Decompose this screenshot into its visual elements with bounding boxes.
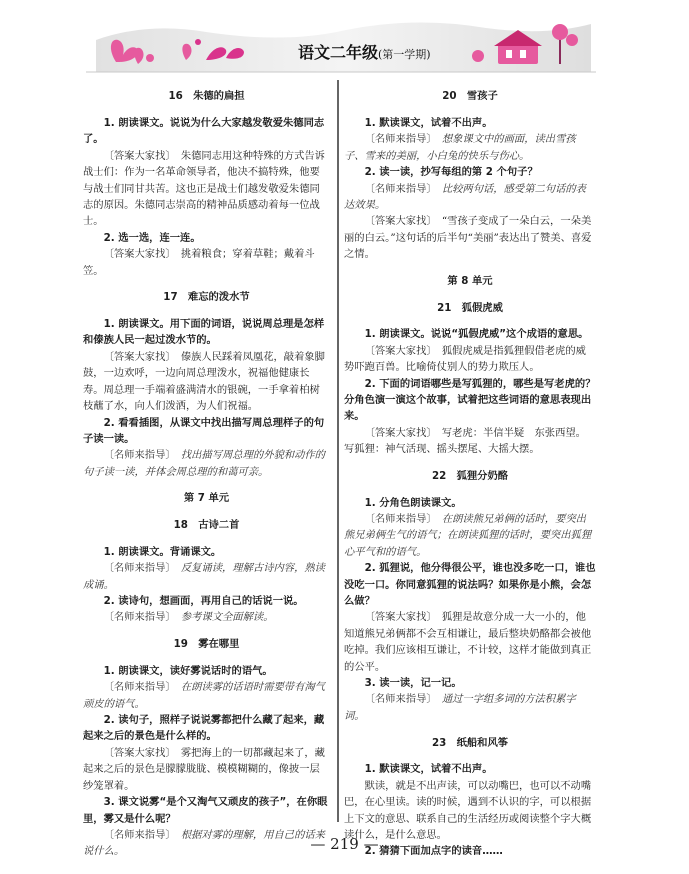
guidance-tag: 〔名师来指导〕 bbox=[103, 681, 171, 694]
question-text: 1. 朗读课文。背诵课文。 bbox=[103, 545, 222, 558]
guidance-tag: 〔名师来指导〕 bbox=[364, 513, 432, 526]
paragraph-body: 朱德同志用这种特殊的方式告诉战士们：作为一名革命领导者，他决不搞特殊，他要与战士们同甘共苦。这也正是战士们越发敬爱朱德同志的原因。朱德同志崇高的精神品质感动着每一位战士。 bbox=[83, 149, 325, 228]
answer-tag: 〔答案大家找〕 bbox=[103, 149, 171, 162]
guidance-paragraph bbox=[344, 181, 596, 214]
guidance-tag: 〔名师来指导〕 bbox=[364, 182, 432, 195]
section-heading: 第 8 单元 bbox=[447, 274, 493, 287]
guidance-paragraph bbox=[83, 609, 330, 625]
question-text: 2. 读一读，抄写每组的第 2 个句子？ bbox=[364, 166, 538, 179]
answer-paragraph bbox=[83, 246, 330, 279]
answer-paragraph bbox=[344, 213, 596, 262]
answer-tag: 〔答案大家找〕 bbox=[364, 344, 432, 357]
answer-tag: 〔答案大家找〕 bbox=[103, 350, 171, 363]
paragraph-body: 反复诵读，理解古诗内容，熟读成诵。 bbox=[83, 562, 325, 591]
answer-tag: 〔答案大家找〕 bbox=[364, 215, 432, 228]
paragraph-body: 根据对雾的理解，用自己的话来说什么。 bbox=[83, 828, 325, 858]
guidance-tag: 〔名师来指导〕 bbox=[364, 133, 432, 146]
paragraph-body: 通过一字组多词的方法积累字词。 bbox=[344, 693, 576, 722]
paragraph-body: 挑着粮食；穿着草鞋；戴着斗笠。 bbox=[83, 248, 315, 277]
page-title: 语文二年级 bbox=[298, 43, 379, 62]
paragraph-body: 在朗读雾的话语时需要带有淘气顽皮的语气。 bbox=[83, 681, 325, 710]
answer-paragraph bbox=[83, 148, 330, 230]
paragraph-body: 狐狸是故意分成一大一小的，他知道熊兄弟俩都不会互相谦让，最后整块奶酪都会被他吃掉。我们应该相互谦让，不计较，这样才能做到真正的公平。 bbox=[344, 611, 592, 673]
answer-tag: 〔答案大家找〕 bbox=[103, 248, 171, 261]
section-heading: 第 7 单元 bbox=[183, 492, 230, 505]
paragraph-body: 参考课文全面解读。 bbox=[180, 611, 274, 624]
paragraph-body: 傣族人民踩着凤凰花，敲着象脚鼓，一边欢呼，一边向周总理泼水，祝福他健康长寿。周总理一手端着盛满清水的银碗，一手拿着柏树枝蘸了水，向人们泼洒，为人们祝福。 bbox=[83, 350, 325, 413]
guidance-paragraph bbox=[344, 691, 596, 724]
answer-tag: 〔答案大家找〕 bbox=[364, 611, 432, 624]
question-text: 2. 狐狸说，他分得很公平，谁也没多吃一口，谁也没吃一口。你同意狐狸的说法吗？如果你是小熊，会怎么做？ bbox=[344, 562, 596, 608]
question-text: 2. 选一选，连一连。 bbox=[103, 231, 201, 244]
question-text: 1. 朗读课文。用下面的词语，说说周总理是怎样和傣族人民一起过泼水节的。 bbox=[83, 318, 325, 347]
answer-paragraph bbox=[344, 778, 596, 844]
paragraph-body: 在朗读熊兄弟俩的话时，要突出熊兄弟俩生气的语气；在朗读狐狸的话时，要突出狐狸心平气和的语气。 bbox=[344, 513, 592, 558]
answer-paragraph bbox=[83, 745, 330, 794]
answer-tag: 〔答案大家找〕 bbox=[364, 426, 432, 439]
guidance-paragraph bbox=[83, 560, 330, 593]
question-text: 1. 朗读课文。说说为什么大家越发敬爱朱德同志了。 bbox=[83, 117, 325, 146]
paragraph-body: 写老虎：半信半疑 东张西望。写狐狸：神气活现、摇头摆尾、大摇大摆。 bbox=[344, 426, 586, 456]
right-column bbox=[344, 78, 596, 860]
section-heading: 23 纸船和风筝 bbox=[431, 736, 509, 749]
guidance-tag: 〔名师来指导〕 bbox=[103, 611, 171, 624]
section-heading: 21 狐假虎威 bbox=[437, 301, 503, 314]
question-text: 2. 下面的词语哪些是写狐狸的，哪些是写老虎的？分角色演一演这个故事，试着把这些词语的意思表现出来。 bbox=[344, 377, 596, 423]
question-text: 2. 看看插图，从课文中找出描写周总理样子的句子读一读。 bbox=[83, 416, 325, 445]
section-heading: 20 雪孩子 bbox=[442, 90, 498, 103]
left-column bbox=[83, 78, 330, 860]
page-subtitle: (第一学期) bbox=[378, 48, 431, 61]
question-text: 3. 读一读，记一记。 bbox=[364, 677, 462, 690]
answer-paragraph bbox=[344, 343, 596, 376]
guidance-tag: 〔名师来指导〕 bbox=[103, 828, 171, 841]
paragraph-body: 雾把海上的一切都藏起来了，藏起来之后的景色是朦朦胧胧、模模糊糊的，像披一层纱笼罩着。 bbox=[83, 746, 325, 792]
question-text: 2. 读句子，照样子说说雾都把什么藏了起来，藏起来之后的景色是什么样的。 bbox=[83, 714, 325, 743]
guidance-paragraph bbox=[83, 447, 330, 480]
page-number: — 219 — bbox=[310, 835, 379, 853]
answer-paragraph bbox=[83, 349, 330, 415]
header-banner bbox=[86, 10, 596, 74]
section-heading: 16 朱德的扁担 bbox=[168, 90, 245, 103]
guidance-tag: 〔名师来指导〕 bbox=[103, 562, 171, 575]
section-heading: 17 难忘的泼水节 bbox=[163, 291, 250, 304]
question-text: 3. 课文说雾“是个又淘气又顽皮的孩子”，在你眼里，雾又是什么呢？ bbox=[83, 796, 328, 825]
section-heading: 22 狐狸分奶酪 bbox=[431, 469, 509, 482]
question-text: 2. 猜猜下面加点字的读音…… bbox=[364, 845, 503, 858]
section-heading: 18 古诗二首 bbox=[173, 519, 240, 532]
question-text: 1. 朗读课文，读好雾说话时的语气。 bbox=[103, 664, 273, 677]
paragraph-body: 默读，就是不出声读，可以动嘴巴，也可以不动嘴巴，在心里读。读的时候，遇到不认识的字，可以根据上下文的意思、联系自己的生活经历或阅读整个字大概读什么，是什么意思。 bbox=[344, 779, 592, 841]
paragraph-body: 找出描写周总理的外貌和动作的句子读一读，并体会周总理的和蔼可亲。 bbox=[83, 449, 325, 478]
question-text: 1. 分角色朗读课文。 bbox=[364, 496, 462, 509]
question-text: 1. 默读课文，试着不出声。 bbox=[364, 117, 493, 129]
question-text: 1. 默读课文，试着不出声。 bbox=[364, 763, 493, 776]
answer-tag: 〔答案大家找〕 bbox=[103, 746, 171, 759]
paragraph-body: “雪孩子变成了一朵白云，一朵美丽的白云。”这句话的后半句“美丽”表达出了赞美、喜爱之情。 bbox=[344, 215, 592, 261]
column-divider bbox=[337, 80, 339, 822]
guidance-paragraph bbox=[83, 679, 330, 712]
paragraph-body: 比较两句话，感受第二句话的表达效果。 bbox=[344, 182, 586, 212]
section-heading: 19 雾在哪里 bbox=[173, 638, 240, 651]
question-text: 1. 朗读课文。说说“狐假虎威”这个成语的意思。 bbox=[364, 328, 589, 341]
answer-paragraph bbox=[344, 609, 596, 675]
question-text: 2. 读诗句，想画面，再用自己的话说一说。 bbox=[103, 595, 304, 608]
paragraph-body: 狐假虎威是指狐狸假借老虎的威势吓跑百兽。比喻倚仗别人的势力欺压人。 bbox=[344, 344, 586, 374]
guidance-paragraph bbox=[344, 511, 596, 560]
guidance-tag: 〔名师来指导〕 bbox=[364, 693, 432, 706]
guidance-paragraph bbox=[344, 131, 596, 164]
answer-paragraph bbox=[344, 425, 596, 458]
paragraph-body: 想象课文中的画面，读出雪孩子、雪来的美丽，小白兔的快乐与伤心。 bbox=[344, 133, 576, 162]
guidance-tag: 〔名师来指导〕 bbox=[103, 449, 171, 462]
